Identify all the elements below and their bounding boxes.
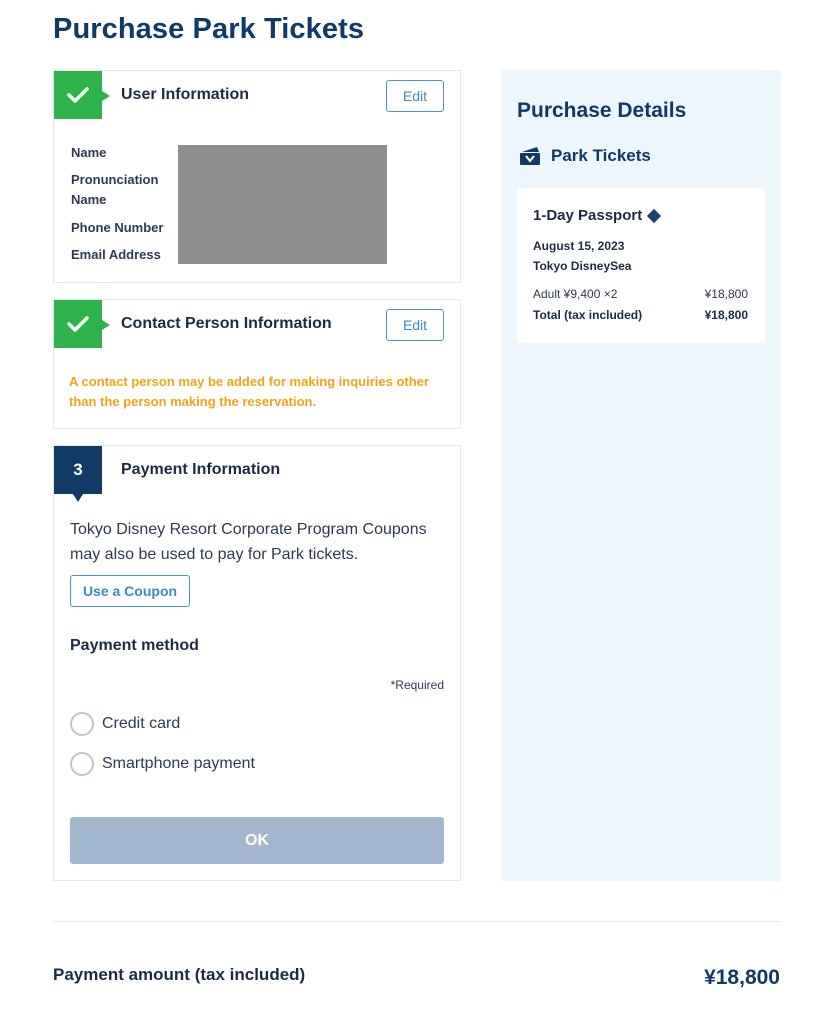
- radio-smartphone-payment[interactable]: [70, 752, 94, 776]
- page-title: Purchase Park Tickets: [53, 13, 365, 45]
- ticket-icon: [519, 146, 541, 166]
- visit-date: August 15, 2023: [533, 239, 625, 253]
- contact-person-note: A contact person may be added for making inquiries other than the person making the reservation.: [69, 374, 429, 409]
- ticket-name: [533, 207, 659, 224]
- line-item-label: Adult ¥9,400 ×2: [533, 287, 618, 301]
- field-label-phone-number: Phone Number: [71, 220, 164, 235]
- line-item-amount: ¥18,800: [704, 287, 748, 301]
- payment-amount-value: ¥18,800: [704, 966, 780, 989]
- line-item-row: [533, 287, 748, 301]
- park-name: Tokyo DisneySea: [533, 259, 632, 273]
- radio-credit-card[interactable]: [70, 712, 94, 736]
- checkmark-icon: [67, 315, 89, 333]
- total-row: [533, 308, 748, 322]
- total-label: Total (tax included): [533, 308, 643, 322]
- step-number-badge: 3: [54, 446, 102, 494]
- purchase-details-title: Purchase Details: [517, 99, 687, 122]
- payment-amount-label: Payment amount (tax included): [53, 965, 306, 984]
- contact-person-title: Contact Person Information: [121, 315, 332, 332]
- payment-information-title: Payment Information: [121, 461, 281, 478]
- payment-information-card: [53, 445, 461, 881]
- completed-step-badge: [54, 71, 102, 119]
- footer-divider: [53, 921, 781, 922]
- ticket-detail-box: [517, 188, 765, 343]
- redacted-user-details: [178, 145, 387, 264]
- park-tickets-heading: [519, 146, 651, 166]
- required-note: *Required: [390, 678, 444, 692]
- field-label-pronunciation-name: Pronunciation Name: [71, 172, 159, 207]
- payment-option-credit-card[interactable]: [70, 712, 180, 736]
- completed-step-badge: [54, 300, 102, 348]
- payment-method-heading: Payment method: [70, 637, 199, 654]
- payment-option-smartphone[interactable]: [70, 752, 255, 776]
- field-label-name: Name: [71, 145, 107, 160]
- edit-contact-person-button[interactable]: Edit: [386, 309, 444, 341]
- user-information-title: User Information: [121, 86, 250, 103]
- diamond-icon: [647, 208, 661, 222]
- contact-person-card: [53, 299, 461, 429]
- ticket-name-text: 1-Day Passport: [533, 207, 643, 224]
- total-amount: ¥18,800: [704, 308, 748, 322]
- coupon-description: Tokyo Disney Resort Corporate Program Coupons may also be used to pay for Park tickets.: [70, 521, 427, 563]
- user-information-card: [53, 70, 461, 283]
- field-label-email-address: Email Address: [71, 247, 161, 262]
- purchase-details-panel: [501, 70, 781, 881]
- park-tickets-label: Park Tickets: [551, 146, 651, 165]
- checkmark-icon: [67, 86, 89, 104]
- radio-label-credit-card: Credit card: [102, 715, 181, 732]
- edit-user-information-button[interactable]: Edit: [386, 80, 444, 112]
- radio-label-smartphone-payment: Smartphone payment: [102, 755, 255, 772]
- use-coupon-button[interactable]: Use a Coupon: [70, 575, 190, 607]
- ok-button[interactable]: OK: [70, 817, 444, 864]
